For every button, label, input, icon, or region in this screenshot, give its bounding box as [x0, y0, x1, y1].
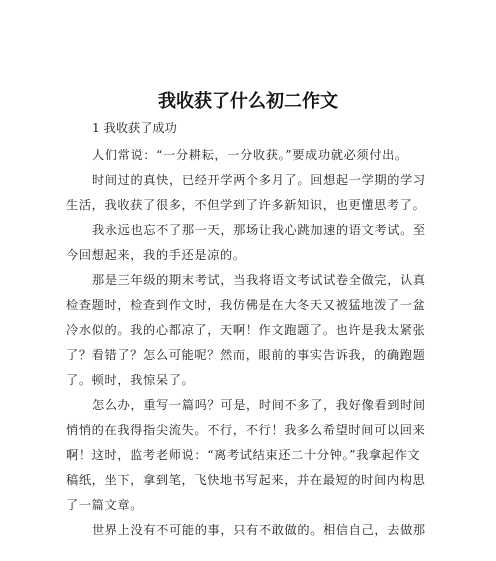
- paragraph-line: 了？看错了？怎么可能呢？然而，眼前的事实告诉我，的确跑题: [66, 348, 426, 362]
- paragraph-line: 生活，我收获了很多，不但学到了许多新知识，也更懂思考了。: [66, 198, 426, 212]
- paragraph-line: 怎么办，重写一篇吗？可是，时间不多了，我好像看到时间: [92, 398, 426, 412]
- paragraph-line: 我永远也忘不了那一天，那场让我心跳加速的语文考试。至: [92, 223, 426, 237]
- paragraph-line: 时间过的真快，已经开学两个多月了。回想起一学期的学习: [92, 173, 426, 187]
- section-heading: 1 我收获了成功: [92, 121, 177, 135]
- page-bottom-edge: [0, 553, 496, 561]
- paragraph-line: 啊！这时，监考老师说：“离考试结束还二十分钟。”我拿起作文: [66, 448, 421, 462]
- paragraph-line: 了。顿时，我惊呆了。: [66, 373, 195, 387]
- paragraph-line: 那是三年级的期末考试，当我将语文考试试卷全做完，认真: [92, 273, 426, 287]
- paragraph-line: 检查题时，检查到作文时，我仿佛是在大冬天又被猛地泼了一盆: [66, 298, 426, 312]
- document-title: 我收获了什么初二作文: [158, 91, 338, 112]
- paragraph-line: 人们常说：“一分耕耘，一分收获。”要成功就必须付出。: [92, 148, 408, 162]
- paragraph-line: 稿纸，坐下，拿到笔，飞快地书写起来，并在最短的时间内构思: [66, 473, 426, 487]
- paragraph-line: 世界上没有不可能的事，只有不敢做的。相信自己，去做那: [92, 523, 426, 537]
- paragraph-line: 了一篇文章。: [66, 498, 144, 512]
- paragraph-line: 冷水似的。我的心都凉了，天啊！作文跑题了。也许是我太紧张: [66, 323, 426, 337]
- paragraph-line: 今回想起来，我的手还是凉的。: [66, 248, 246, 262]
- paragraph-line: 悄悄的在我得指尖流失。不行，不行！我多么希望时间可以回来: [66, 423, 426, 437]
